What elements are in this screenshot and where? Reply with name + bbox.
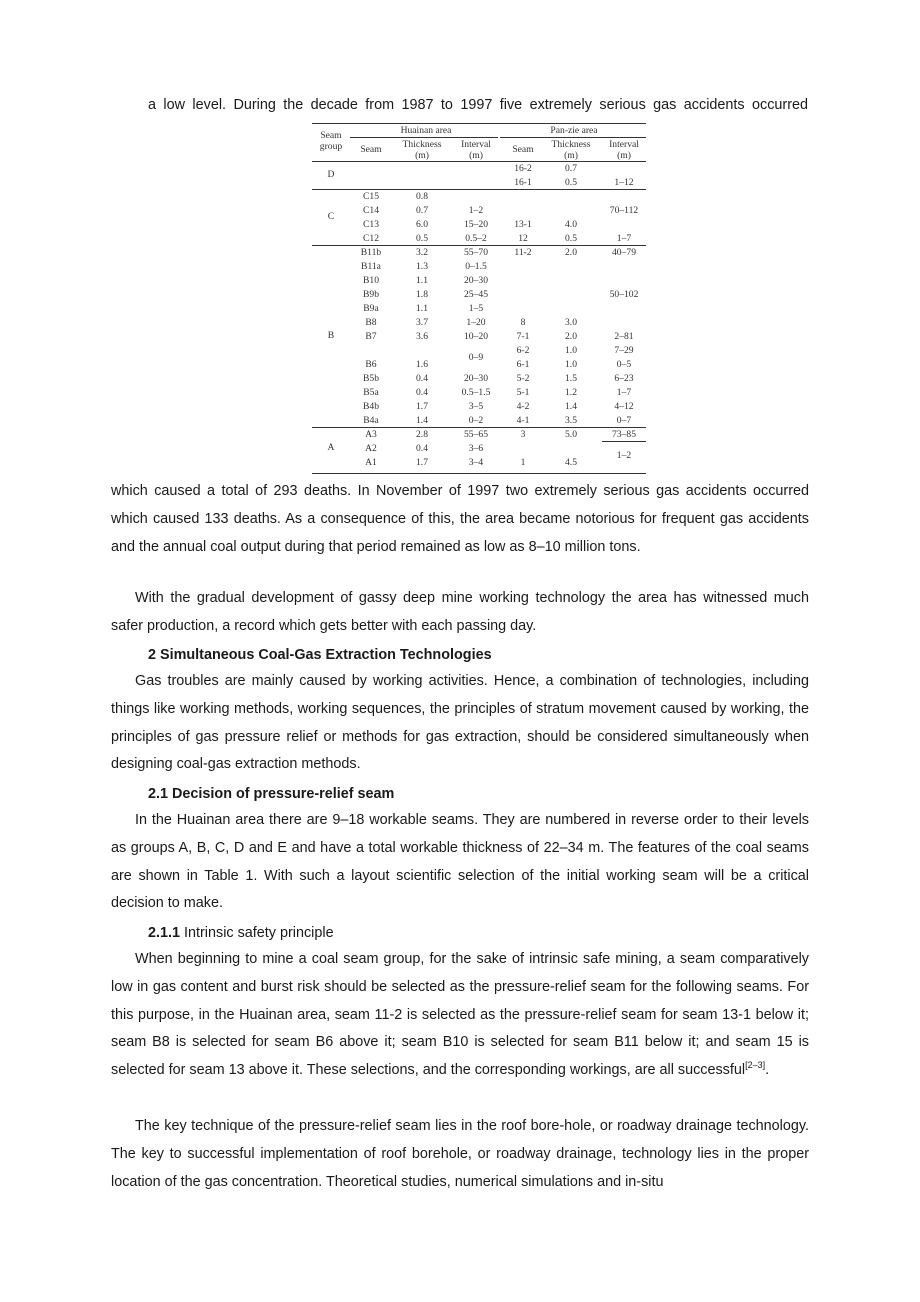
group-divider-rule (312, 427, 646, 428)
table-cell: B5b (363, 373, 379, 384)
table-cell: B9a (363, 303, 379, 314)
table-cell: A1 (365, 457, 377, 468)
table-cell: 40–79 (612, 247, 636, 258)
header-thickness: Thickness (551, 139, 591, 150)
paragraph-accidents: which caused a total of 293 deaths. In November of 1997 two extremely serious gas accidents occurred which caused 133 deaths. As a consequence of this, the area became notorious for frequent gas accidents and the annual coal output during that period remained as low as 8–10 million tons. (111, 483, 809, 555)
table-cell: 1.0 (565, 359, 577, 370)
table-cell: 1.1 (416, 303, 428, 314)
seam-group-label: B (327, 330, 335, 341)
table-cell: 1–7 (616, 387, 632, 398)
table-cell: B4b (363, 401, 379, 412)
table-cell: 15–20 (464, 219, 488, 230)
table-cell: 0–5 (616, 359, 632, 370)
header-thickness: (m) (564, 150, 578, 161)
table-cell: 1.4 (565, 401, 577, 412)
header-bottom-rule (312, 161, 646, 162)
seam-group-label: A (327, 442, 335, 453)
cell-partial-rule (602, 441, 646, 442)
table-cell: 1.0 (565, 345, 577, 356)
table-cell: 6-2 (516, 345, 530, 356)
table-cell: 1–12 (614, 177, 634, 188)
table-cell: B11a (361, 261, 381, 272)
table-cell: 0.7 (565, 163, 577, 174)
header-span-rule (350, 137, 498, 138)
table-cell: 0.4 (416, 373, 428, 384)
table-cell: 55–70 (464, 247, 488, 258)
table-cell: 2–81 (614, 331, 634, 342)
table-cell: 6-1 (516, 359, 530, 370)
table-cell: 1.7 (416, 457, 428, 468)
table-cell: 3.0 (565, 317, 577, 328)
table-cell: 6.0 (416, 219, 428, 230)
table-cell: 5-2 (516, 373, 530, 384)
table-cell: 0.5–1.5 (461, 387, 491, 398)
table-cell: 10–20 (464, 331, 488, 342)
table-cell: 0.5 (565, 233, 577, 244)
table-top-rule (312, 123, 646, 124)
table-cell: A3 (365, 429, 377, 440)
table-cell: 0.5–2 (465, 233, 487, 244)
paragraph-gas-troubles: Gas troubles are mainly caused by working activities. Hence, a combination of technologies, including things like working methods, working sequences, the principles of stratum movement caused by working, the principles of gas pressure relief or methods for gas extraction, should be considered simultaneously when designing coal-gas extraction methods. (111, 673, 809, 773)
table-cell: 3 (520, 429, 526, 440)
table-cell: 1–20 (466, 317, 486, 328)
group-divider-rule (312, 189, 646, 190)
header-thickness: (m) (415, 150, 429, 161)
table-cell: 3.5 (565, 415, 577, 426)
table-cell: 0–2 (468, 415, 484, 426)
table-cell: 5-1 (516, 387, 530, 398)
table-cell: 3.6 (416, 331, 428, 342)
table-cell: 0–7 (616, 415, 632, 426)
table-cell: 5.0 (565, 429, 577, 440)
paragraph-safer-production: With the gradual development of gassy deep mine working technology the area has witnessed much safer production, a record which gets better with each passing day. (111, 590, 809, 634)
table-cell: 7-1 (516, 331, 530, 342)
table-cell: 0.5 (565, 177, 577, 188)
table-cell: 0–1.5 (465, 261, 487, 272)
table-cell: 13-1 (514, 219, 532, 230)
header-interval: (m) (469, 150, 483, 161)
table-cell: 1–5 (468, 303, 484, 314)
table-cell: B5a (363, 387, 379, 398)
table-cell: 4.0 (565, 219, 577, 230)
table-cell: 11-2 (514, 247, 532, 258)
table-cell: 25–45 (464, 289, 488, 300)
header-seam-group: group (319, 141, 343, 152)
header-interval: Interval (609, 139, 639, 150)
table-cell: A2 (365, 443, 377, 454)
table-cell: 7–29 (614, 345, 634, 356)
table-cell: 4-2 (516, 401, 530, 412)
table-cell: B8 (365, 317, 377, 328)
table-cell: 55–65 (464, 429, 488, 440)
seam-group-label: C (327, 211, 335, 222)
table-cell: 1.8 (416, 289, 428, 300)
table-cell: 16-2 (514, 163, 532, 174)
table-cell: 2.0 (565, 331, 577, 342)
header-seam-group: Seam (320, 130, 342, 141)
table-cell: 3–4 (468, 457, 484, 468)
table-cell: 1–2 (468, 205, 484, 216)
citation-reference: [2–3] (745, 1060, 766, 1071)
paragraph-key-technique: The key technique of the pressure-relief seam lies in the roof bore-hole, or roadway drainage technology. The key to successful implementation of roof borehole, or roadway drainage, technology lies in the proper location of the gas concentration. Theoretical studies, numerical simulations and in-situ (111, 1118, 809, 1190)
paragraph-end: . (765, 1062, 770, 1079)
table-cell: B4a (363, 415, 379, 426)
table-cell-merged: 1–2 (616, 450, 632, 461)
table-cell: C15 (363, 191, 379, 202)
table-cell: B6 (365, 359, 377, 370)
paragraph-text: When beginning to mine a coal seam group, for the sake of intrinsic safe mining, a seam comparatively low in gas content and burst risk should be selected as the pressure-relief seam for the following seams. For this purpose, in the Huainan area, seam 11-2 is selected as the pressure-relief seam for seam 13-1 below it; seam B8 is selected for seam B6 above it; seam B10 is selected for seam B11 below it; and seam 15 is selected for seam 13 above it. These selections, and the corresponding workings, are all successful (111, 951, 809, 1079)
table-cell: 2.0 (565, 247, 577, 258)
table-cell: 70–112 (609, 205, 639, 216)
table-cell: B9b (363, 289, 379, 300)
table-cell: 1.7 (416, 401, 428, 412)
table-cell: 0.4 (416, 443, 428, 454)
header-thickness: Thickness (402, 139, 442, 150)
table-cell: 50–102 (609, 289, 639, 300)
table-cell: 0.7 (416, 205, 428, 216)
header-seam: Seam (512, 144, 534, 155)
paragraph-workable-seams: In the Huainan area there are 9–18 workable seams. They are numbered in reverse order to their levels as groups A, B, C, D and E and have a total workable thickness of 22–34 m. The features of the coal seams are shown in Table 1. With such a layout scientific selection of the initial working seam will be a critical decision to make. (111, 812, 809, 912)
table-cell: 20–30 (464, 275, 488, 286)
header-panzie-area: Pan-zie area (550, 125, 598, 136)
header-seam: Seam (360, 144, 382, 155)
table-cell: 20–30 (464, 373, 488, 384)
table-cell: 1.6 (416, 359, 428, 370)
table-cell: 6–23 (614, 373, 634, 384)
table-cell: 0.4 (416, 387, 428, 398)
section-heading-2: 2 Simultaneous Coal-Gas Extraction Technologies (148, 647, 492, 663)
table-cell: 73–85 (612, 429, 636, 440)
group-divider-rule (312, 245, 646, 246)
table-cell: B10 (363, 275, 379, 286)
table-cell: C12 (363, 233, 379, 244)
header-interval: (m) (617, 150, 631, 161)
table-cell: 0.8 (416, 191, 428, 202)
table-cell: 4.5 (565, 457, 577, 468)
header-span-rule (500, 137, 646, 138)
table-cell: 0.5 (416, 233, 428, 244)
table-cell: 3–6 (468, 443, 484, 454)
table-cell: 8 (520, 317, 526, 328)
table-cell: 3.2 (416, 247, 428, 258)
table-cell: B7 (365, 331, 377, 342)
paragraph-continuation-line: a low level. During the decade from 1987 to 1997 five extremely serious gas accidents occurred (148, 97, 808, 113)
paragraph-intrinsic-safety (111, 946, 809, 1085)
table-cell: 1.3 (416, 261, 428, 272)
table-cell: 1.4 (416, 415, 428, 426)
table-cell: 3.7 (416, 317, 428, 328)
table-cell: C13 (363, 219, 379, 230)
table-cell: 4-1 (516, 415, 530, 426)
header-huainan-area: Huainan area (400, 125, 452, 136)
table-cell: 1.5 (565, 373, 577, 384)
table-cell: 4–12 (614, 401, 634, 412)
table-cell: C14 (363, 205, 379, 216)
table-cell: 3–5 (468, 401, 484, 412)
header-interval: Interval (461, 139, 491, 150)
section-heading-2-1: 2.1 Decision of pressure-relief seam (148, 786, 395, 802)
table-bottom-rule (312, 473, 646, 474)
table-cell: 1.2 (565, 387, 577, 398)
seam-group-label: D (327, 169, 335, 180)
table-cell: 12 (518, 233, 528, 244)
heading-text: Intrinsic safety principle (180, 925, 334, 941)
table-cell: 16-1 (514, 177, 532, 188)
table-cell: 2.8 (416, 429, 428, 440)
section-heading-2-1-1 (148, 923, 334, 943)
heading-number: 2.1.1 (148, 925, 181, 941)
table-cell: B11b (360, 247, 382, 258)
table-cell: 1–7 (616, 233, 632, 244)
table-cell: 1.1 (416, 275, 428, 286)
table-cell: 1 (520, 457, 526, 468)
table-cell-merged: 0–9 (468, 352, 484, 363)
